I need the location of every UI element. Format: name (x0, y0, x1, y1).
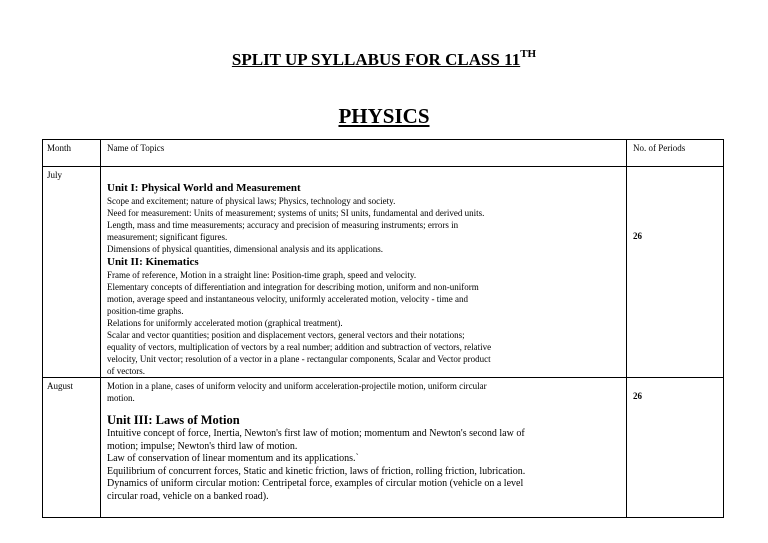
topic-line: Law of conservation of linear momentum and its applications.` (107, 453, 359, 464)
topic-line: Motion in a plane, cases of uniform velocity and uniform acceleration-projectile motion, uniform circular (107, 381, 487, 391)
title-superscript: TH (520, 48, 537, 60)
periods-cell (627, 167, 724, 378)
topic-line: Length, mass and time measurements; accuracy and precision of measuring instruments; errors in (107, 220, 459, 230)
unit-topics (107, 428, 626, 503)
unit-topics (107, 269, 626, 377)
topic-line: velocity, Unit vector; resolution of a vector in a plane - rectangular components, Scalar and Vector product (107, 354, 491, 364)
topics-cell (101, 167, 627, 378)
intro-topics (107, 380, 626, 404)
unit-heading: Unit I: Physical World and Measurement (107, 182, 301, 194)
topic-line: motion, average speed and instantaneous velocity, uniformly accelerated motion, velocity - time and (107, 294, 469, 304)
month-cell: August (43, 378, 101, 518)
topic-line: motion. (107, 393, 135, 403)
topic-line: Dynamics of uniform circular motion: Centripetal force, examples of circular motion (vehicle on a level (107, 478, 524, 489)
syllabus-table (42, 139, 724, 518)
topic-line: circular road, vehicle on a banked road). (107, 490, 269, 502)
topic-line: equality of vectors, multiplication of vectors by a real number; addition and subtraction of vectors, relative (107, 342, 492, 352)
document-title (0, 50, 768, 70)
topic-line: Intuitive concept of force, Inertia, Newton's first law of motion; momentum and Newton's second law of (107, 428, 525, 439)
periods-cell (627, 378, 724, 518)
unit-topics (107, 195, 626, 255)
header-periods: No. of Periods (627, 140, 724, 167)
topic-line: motion; impulse; Newton's third law of motion. (107, 440, 298, 452)
topic-line: of vectors. (107, 366, 145, 376)
periods-value: 26 (633, 391, 642, 401)
topic-line: Equilibrium of concurrent forces, Static and kinetic friction, laws of friction, rolling friction, lubrication. (107, 465, 526, 477)
topic-line: Need for measurement: Units of measurement; systems of units; SI units, fundamental and derived units. (107, 208, 485, 218)
topic-line: position-time graphs. (107, 306, 184, 316)
topic-line: Relations for uniformly accelerated motion (graphical treatment). (107, 318, 343, 328)
topic-line: Dimensions of physical quantities, dimensional analysis and its applications. (107, 244, 383, 254)
topic-line: Frame of reference, Motion in a straight line: Position-time graph, speed and velocity. (107, 270, 417, 280)
topic-line: Elementary concepts of differentiation and integration for describing motion, uniform and non-uniform (107, 282, 479, 292)
title-text: SPLIT UP SYLLABUS FOR CLASS 11 (231, 50, 521, 69)
header-topics: Name of Topics (101, 140, 627, 167)
header-month: Month (43, 140, 101, 167)
table-row (43, 378, 724, 518)
topics-cell (101, 378, 627, 518)
month-cell: July (43, 167, 101, 378)
subject-heading: PHYSICS (338, 104, 430, 128)
table-header-row (43, 140, 724, 167)
table-row (43, 167, 724, 378)
periods-value: 26 (633, 231, 642, 241)
unit-heading: Unit III: Laws of Motion (107, 413, 240, 427)
topic-line: Scope and excitement; nature of physical laws; Physics, technology and society. (107, 196, 396, 206)
unit-heading: Unit II: Kinematics (107, 256, 199, 268)
topic-line: measurement; significant figures. (107, 232, 228, 242)
topic-line: Scalar and vector quantities; position and displacement vectors, general vectors and their notations; (107, 330, 465, 340)
